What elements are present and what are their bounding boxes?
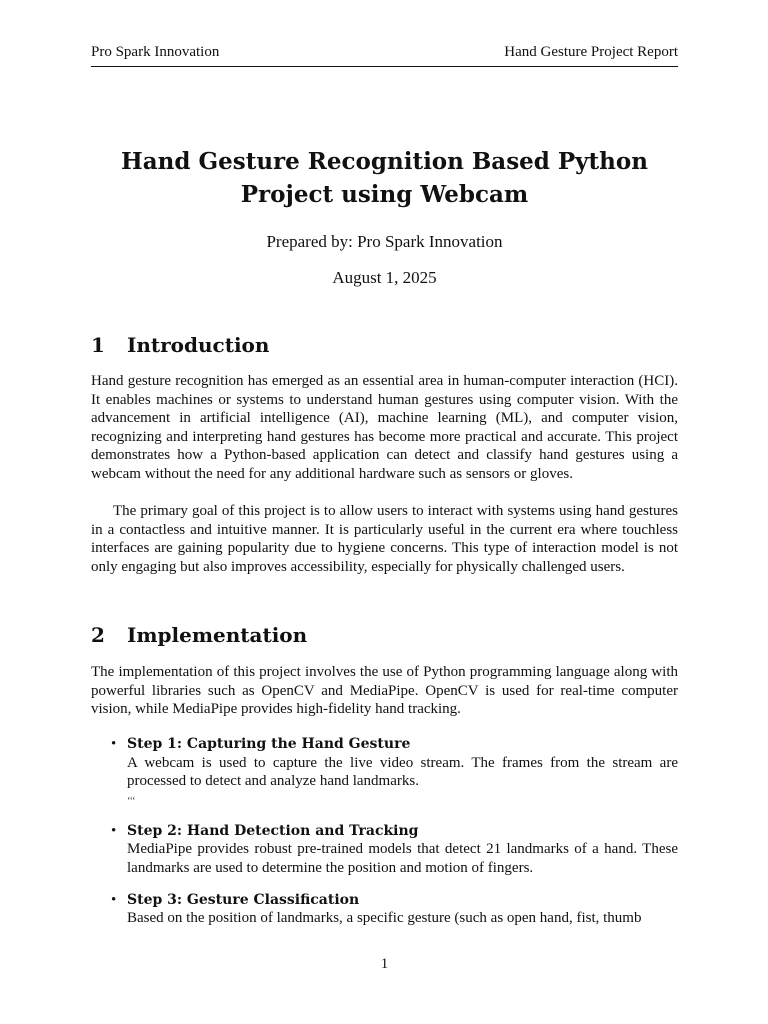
step-title: Step 1: Capturing the Hand Gesture — [127, 736, 411, 752]
section-title: Implementation — [127, 623, 308, 647]
document-page — [91, 0, 678, 1024]
list-item — [111, 891, 678, 928]
bullet-icon: • — [111, 891, 117, 908]
intro-paragraph-2: The primary goal of this project is to allow users to interact with systems using hand gestures in a contactless and intuitive manner. It is particularly useful in the current era where touchless interfaces are gaining popularity due to hygiene concerns. This type of interaction model is not only engaging but also improves accessibility, especially for physically challenged users. — [91, 503, 678, 575]
section-heading-implementation — [91, 623, 307, 647]
list-item — [111, 735, 678, 809]
author-line: Prepared by: Pro Spark Innovation — [266, 232, 503, 251]
section-title: Introduction — [127, 333, 270, 357]
page-number: 1 — [380, 956, 389, 972]
list-item — [111, 822, 678, 878]
step-title: Step 2: Hand Detection and Tracking — [127, 822, 419, 839]
bullet-icon: • — [111, 822, 117, 839]
section-number: 1 — [91, 333, 105, 357]
stray-quote-marks: ‘‘‘ — [127, 795, 136, 807]
steps-list — [111, 735, 678, 941]
implementation-paragraph: The implementation of this project involves the use of Python programming language along with powerful libraries such as OpenCV and MediaPipe. OpenCV is used for real-time computer vision, while MediaPipe provides high-fidelity hand tracking. — [91, 664, 678, 718]
bullet-icon: • — [111, 736, 117, 752]
header-right: Hand Gesture Project Report — [504, 44, 678, 60]
step-body: Based on the position of landmarks, a specific gesture (such as open hand, fist, thumb — [127, 910, 642, 927]
header-left: Pro Spark Innovation — [91, 44, 220, 60]
intro-paragraph-1: Hand gesture recognition has emerged as an essential area in human-computer interaction (HCI). It enables machines or systems to understand human gestures using computer vision. With the advancement in artificial intelligence (AI), machine learning (ML), and computer vision, recognizing and interpreting hand gestures has become more practical and accurate. This project demonstrates how a Python-based application can detect and classify hand gestures using a webcam without the need for any additional hardware such as sensors or gloves. — [91, 373, 678, 482]
running-header — [91, 44, 678, 67]
step-body: A webcam is used to capture the live video stream. The frames from the stream are processed to detect and analyze hand landmarks. — [127, 754, 678, 790]
document-date: August 1, 2025 — [332, 268, 437, 287]
step-body: MediaPipe provides robust pre-trained models that detect 21 landmarks of a hand. These landmarks are used to determine the position and motion of fingers. — [127, 841, 678, 876]
section-heading-introduction — [91, 333, 269, 357]
document-title: Hand Gesture Recognition Based Python Project using Webcam — [121, 148, 648, 208]
section-number: 2 — [91, 623, 105, 647]
step-title: Step 3: Gesture Classification — [127, 891, 360, 908]
